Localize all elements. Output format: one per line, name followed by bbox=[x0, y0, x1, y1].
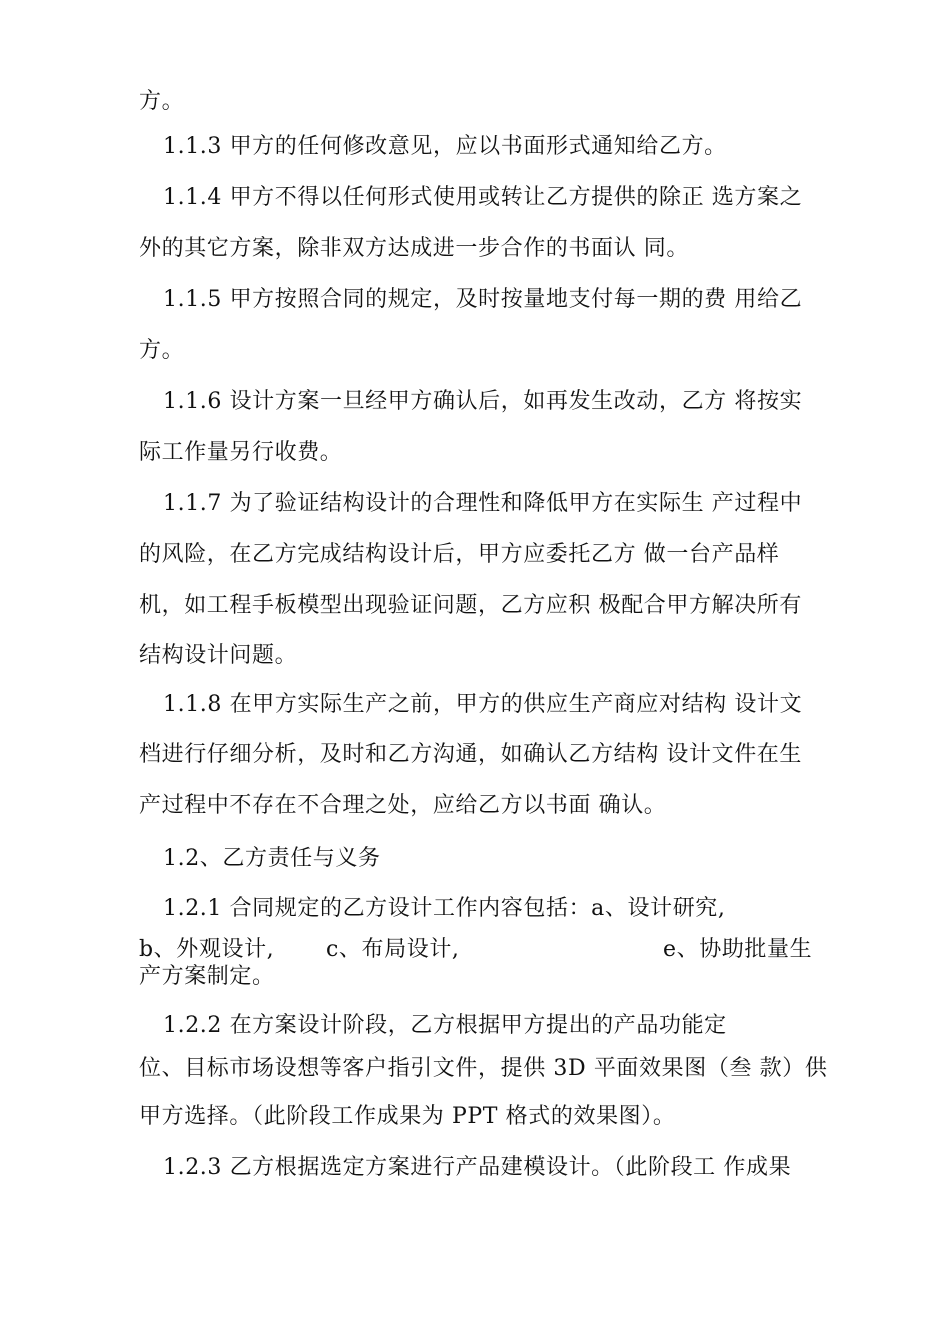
text-line: 位、目标市场设想等客户指引文件，提供 3D 平面效果图（叁 款）供 bbox=[139, 1056, 828, 1081]
clause-1-1-8: 1.1.8 在甲方实际生产之前，甲方的供应生产商应对结构 设计文 bbox=[163, 692, 803, 717]
text-line: 结构设计问题。 bbox=[139, 643, 298, 668]
clause-1-1-7: 1.1.7 为了验证结构设计的合理性和降低甲方在实际生 产过程中 bbox=[163, 491, 803, 516]
clause-1-2-2: 1.2.2 在方案设计阶段，乙方根据甲方提出的产品功能定 bbox=[163, 1013, 727, 1038]
text-line: 产过程中不存在不合理之处，应给乙方以书面 确认。 bbox=[139, 793, 667, 818]
item-layout-design: c、布局设计, bbox=[326, 937, 460, 962]
section-heading-1-2: 1.2、乙方责任与义务 bbox=[163, 846, 381, 871]
design-items-line bbox=[139, 936, 819, 964]
clause-1-1-3: 1.1.3 甲方的任何修改意见，应以书面形式通知给乙方。 bbox=[163, 134, 727, 159]
text-line: 方。 bbox=[139, 338, 185, 363]
text-line: 际工作量另行收费。 bbox=[139, 440, 343, 465]
text-line: 的风险，在乙方完成结构设计后，甲方应委托乙方 做一台产品样 bbox=[139, 542, 780, 567]
text-line: 外的其它方案，除非双方达成进一步合作的书面认 同。 bbox=[139, 236, 689, 261]
text-line: 档进行仔细分析，及时和乙方沟通，如确认乙方结构 设计文件在生 bbox=[139, 742, 802, 767]
item-batch-production: e、协助批量生 bbox=[663, 937, 813, 962]
clause-1-1-6: 1.1.6 设计方案一旦经甲方确认后，如再发生改动，乙方 将按实 bbox=[163, 389, 803, 414]
clause-1-1-5: 1.1.5 甲方按照合同的规定，及时按量地支付每一期的费 用给乙 bbox=[163, 287, 803, 312]
item-appearance-design: b、外观设计, bbox=[139, 937, 275, 962]
text-line: 产方案制定。 bbox=[139, 964, 275, 989]
text-line: 甲方选择。（此阶段工作成果为 PPT 格式的效果图）。 bbox=[139, 1104, 676, 1129]
text-line: 方。 bbox=[139, 89, 185, 114]
text-line: 机，如工程手板模型出现验证问题，乙方应积 极配合甲方解决所有 bbox=[139, 593, 802, 618]
clause-1-1-4: 1.1.4 甲方不得以任何形式使用或转让乙方提供的除正 选方案之 bbox=[163, 185, 803, 210]
clause-1-2-1: 1.2.1 合同规定的乙方设计工作内容包括：a、设计研究, bbox=[163, 896, 726, 921]
clause-1-2-3: 1.2.3 乙方根据选定方案进行产品建模设计。（此阶段工 作成果 bbox=[163, 1155, 792, 1180]
